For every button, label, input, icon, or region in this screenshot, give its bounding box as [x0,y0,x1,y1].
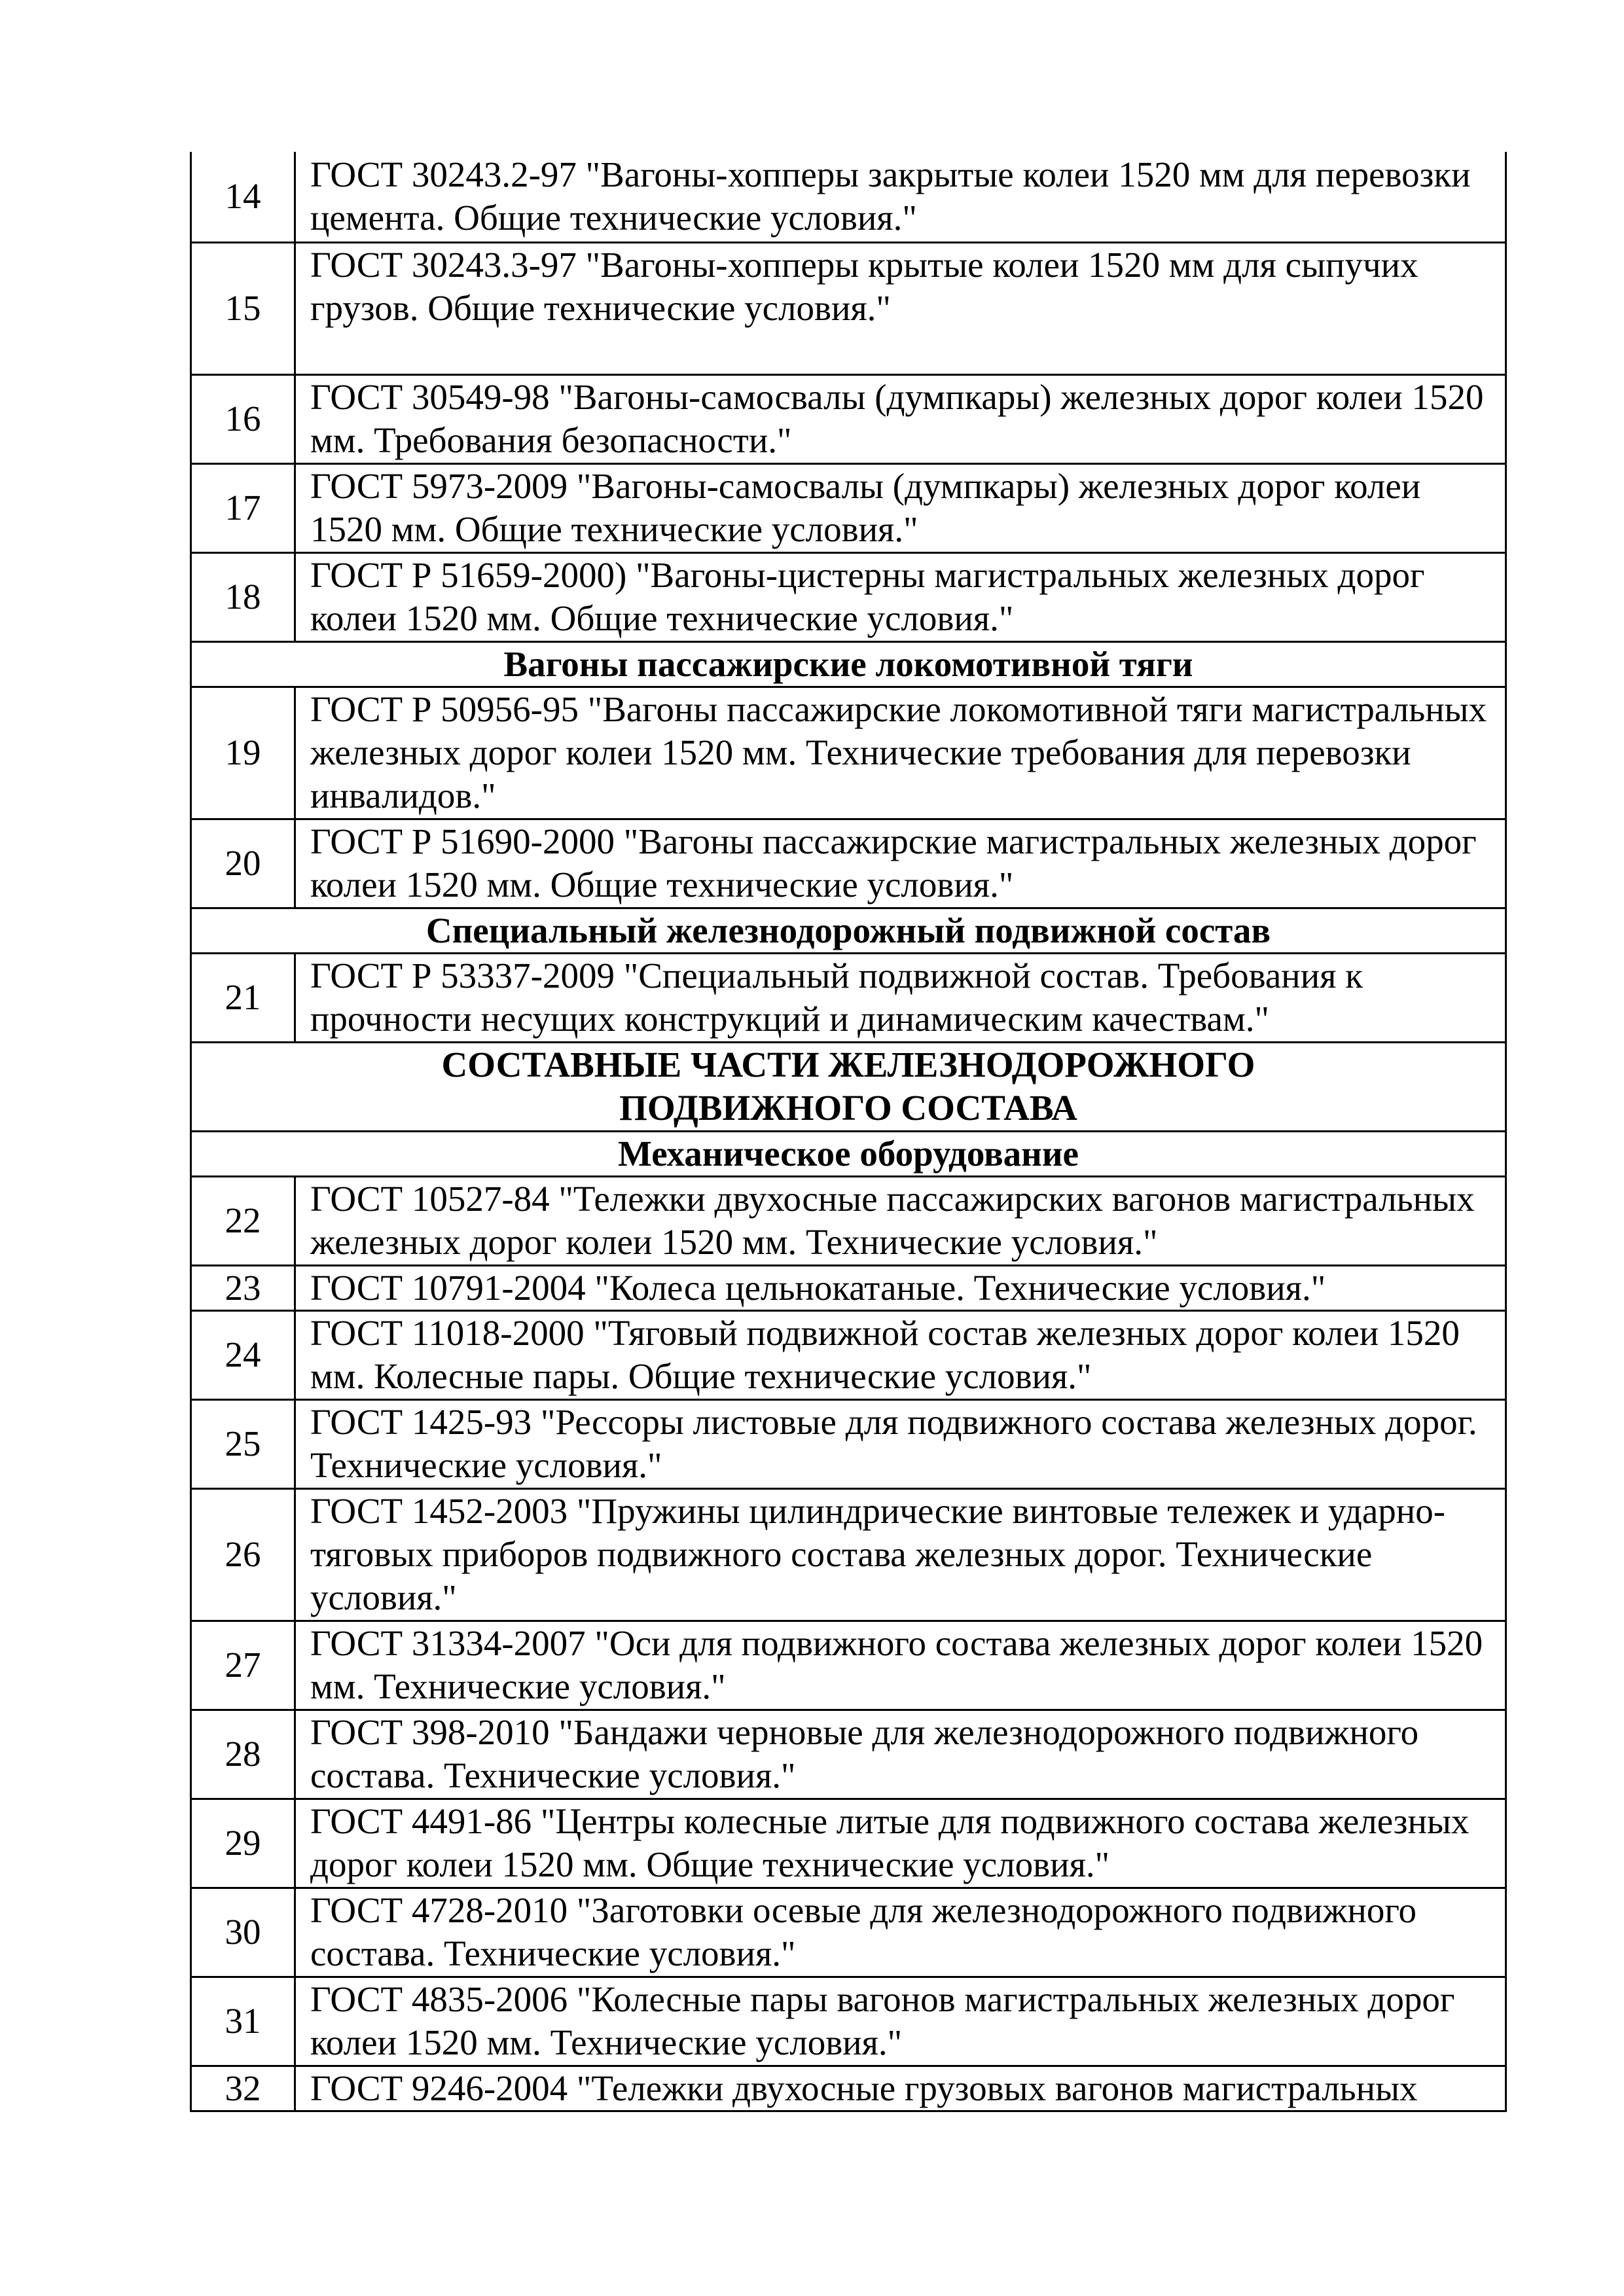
row-number: 28 [191,1710,295,1799]
row-number: 16 [191,374,295,463]
row-number: 27 [191,1621,295,1710]
section-heading: Механическое оборудование [191,1131,1506,1176]
row-number: 18 [191,552,295,641]
section-header-row [191,641,1506,687]
table-row [191,242,1506,374]
standard-description: ГОСТ 5973-2009 "Вагоны-самосвалы (думпкары) железных дорог колеи 1520 мм. Общие технические условия." [295,463,1506,552]
standard-description: ГОСТ 10527-84 "Тележки двухосные пассажирских вагонов магистральных железных дорог колеи 1520 мм. Технические условия." [295,1176,1506,1265]
table-row [191,953,1506,1042]
table-row [191,1799,1506,1888]
standard-description: ГОСТ 10791-2004 "Колеса цельнокатаные. Технические условия." [295,1265,1506,1310]
row-number: 31 [191,1977,295,2066]
standard-description: ГОСТ 30549-98 "Вагоны-самосвалы (думпкары) железных дорог колеи 1520 мм. Требования безопасности." [295,374,1506,463]
standard-description: ГОСТ Р 50956-95 "Вагоны пассажирские локомотивной тяги магистральных железных дорог колеи 1520 мм. Технические требования для перевозки инвалидов." [295,687,1506,819]
table-row [191,463,1506,552]
section-heading: Вагоны пассажирские локомотивной тяги [191,641,1506,687]
table-row [191,1265,1506,1310]
row-number: 14 [191,152,295,242]
row-number: 25 [191,1399,295,1488]
table-row [191,152,1506,242]
row-number: 32 [191,2066,295,2111]
table-row [191,374,1506,463]
row-number: 23 [191,1265,295,1310]
row-number: 20 [191,819,295,908]
table-row [191,819,1506,908]
table-row [191,552,1506,641]
standard-description: ГОСТ 30243.3-97 "Вагоны-хопперы крытые колеи 1520 мм для сыпучих грузов. Общие технические условия." [295,242,1506,374]
standard-description: ГОСТ 1452-2003 "Пружины цилиндрические винтовые тележек и ударно-тяговых приборов подвижного состава железных дорог. Технические условия." [295,1488,1506,1621]
row-number: 30 [191,1888,295,1977]
table-row [191,1888,1506,1977]
standard-description: ГОСТ 398-2010 "Бандажи черновые для железнодорожного подвижного состава. Технические условия." [295,1710,1506,1799]
standard-description: ГОСТ Р 51659-2000) "Вагоны-цистерны магистральных железных дорог колеи 1520 мм. Общие технические условия." [295,552,1506,641]
standard-description: ГОСТ 4728-2010 "Заготовки осевые для железнодорожного подвижного состава. Технические условия." [295,1888,1506,1977]
table-row [191,2066,1506,2111]
table-row [191,1176,1506,1265]
table-row [191,1310,1506,1399]
standard-description: ГОСТ 9246-2004 "Тележки двухосные грузовых вагонов магистральных [295,2066,1506,2111]
table-row [191,1977,1506,2066]
standard-description: ГОСТ 4835-2006 "Колесные пары вагонов магистральных железных дорог колеи 1520 мм. Технические условия." [295,1977,1506,2066]
row-number: 19 [191,687,295,819]
section-heading: Специальный железнодорожный подвижной состав [191,908,1506,953]
section-header-row [191,1042,1506,1131]
section-heading: СОСТАВНЫЕ ЧАСТИ ЖЕЛЕЗНОДОРОЖНОГО ПОДВИЖНОГО СОСТАВА [191,1042,1506,1131]
row-number: 22 [191,1176,295,1265]
row-number: 24 [191,1310,295,1399]
table-row [191,1621,1506,1710]
row-number: 17 [191,463,295,552]
standard-description: ГОСТ 30243.2-97 "Вагоны-хопперы закрытые колеи 1520 мм для перевозки цемента. Общие технические условия." [295,152,1506,242]
row-number: 29 [191,1799,295,1888]
standard-description: ГОСТ 11018-2000 "Тяговый подвижной состав железных дорог колеи 1520 мм. Колесные пары. Общие технические условия." [295,1310,1506,1399]
standard-description: ГОСТ 31334-2007 "Оси для подвижного состава железных дорог колеи 1520 мм. Технические условия." [295,1621,1506,1710]
standards-table [190,152,1507,2112]
section-header-row [191,1131,1506,1176]
row-number: 21 [191,953,295,1042]
standard-description: ГОСТ Р 53337-2009 "Специальный подвижной состав. Требования к прочности несущих конструкций и динамическим качествам." [295,953,1506,1042]
standard-description: ГОСТ 4491-86 "Центры колесные литые для подвижного состава железных дорог колеи 1520 мм. Общие технические условия." [295,1799,1506,1888]
row-number: 26 [191,1488,295,1621]
section-header-row [191,908,1506,953]
table-row [191,1710,1506,1799]
standard-description: ГОСТ Р 51690-2000 "Вагоны пассажирские магистральных железных дорог колеи 1520 мм. Общие технические условия." [295,819,1506,908]
table-row [191,1399,1506,1488]
standard-description: ГОСТ 1425-93 "Рессоры листовые для подвижного состава железных дорог. Технические условия." [295,1399,1506,1488]
table-row [191,687,1506,819]
table-row [191,1488,1506,1621]
row-number: 15 [191,242,295,374]
